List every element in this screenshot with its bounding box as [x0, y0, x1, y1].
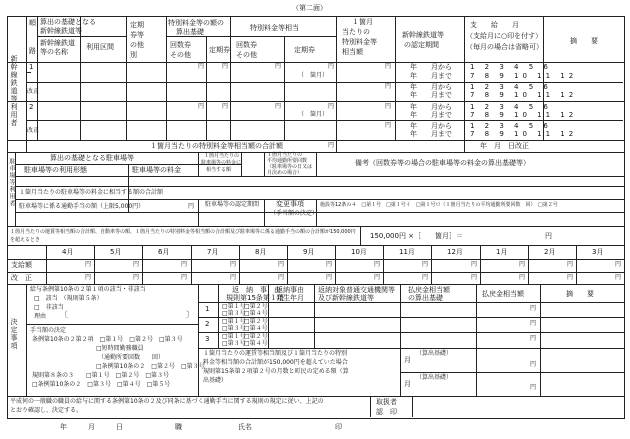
decision-b2-1: 手当額の決定 [30, 327, 67, 334]
ticket-type-0: 定期 [130, 21, 144, 29]
footer-statement-2: とおり確認し、決定する。 [10, 407, 83, 414]
row2-yen-d: 円 [328, 103, 335, 110]
refund-header-1: 返 納 事 由 [232, 286, 281, 294]
month-yen: 円 [326, 261, 333, 268]
footer-approver-2: 認 印 [376, 408, 397, 416]
calc-2: の算出基礎 [408, 294, 443, 302]
bracket-left: 〔 [60, 310, 68, 319]
row1-yen-e: 円 [385, 63, 392, 70]
month-yen: 円 [519, 274, 526, 281]
count2-0: 回数券 [236, 41, 257, 49]
refund-row1-opt2: □第３号 [222, 310, 246, 317]
payment-3: （毎月の場合は省略可） [466, 43, 543, 51]
parking-change-sub: （手当額の決定） [270, 210, 319, 217]
refund-row2-no: 2 [205, 320, 210, 328]
parking-total-label: １箇月当たりの駐車場等の料金に相当する額の合計額 [19, 189, 164, 196]
month-yen: 円 [181, 261, 188, 268]
month-grid-line [576, 245, 577, 284]
ticket-type-3: 別 [130, 51, 137, 59]
header-basis-1: 算出の基礎となる [40, 18, 96, 26]
month-header: 12月 [447, 248, 463, 256]
month-grid-line [335, 245, 336, 284]
cap-calc-1: （算出基礎） [416, 350, 453, 357]
row2-months-b: 7 8 9 10 11 12 [470, 111, 578, 119]
refund-row1-opt0: □第１号 [222, 303, 246, 310]
parking-cert-note: 施設等12条の４ □第１号 □第１号イ □第１号ロ（１箇月当たりの平均通勤所要回数 回） □第２号 [320, 202, 558, 208]
month-yen: 円 [374, 274, 381, 281]
decision-b1-reason: 理由 [34, 313, 47, 320]
rail-section-label: 新幹線鉄道等利用者 [10, 55, 18, 127]
month-header: 5月 [110, 248, 122, 256]
refund-yen-header: 払戻金相当額 [482, 290, 524, 298]
month-yen: 円 [181, 274, 188, 281]
month-header: 8月 [255, 248, 267, 256]
header-basis-2: 新幹線鉄道等 [40, 27, 82, 35]
footer-seal: 印 [335, 423, 342, 431]
month-yen: 円 [567, 261, 574, 268]
row1-monthly: （ 箇月） [298, 72, 329, 79]
month-row-label: 支給額 [11, 261, 32, 269]
cap-note-4: 出基礎） [203, 377, 228, 384]
refund-row3-opt2: □第３号 [222, 340, 246, 347]
refund-row1-opt1: □第２号 [244, 303, 268, 310]
header-special-basis-1: 特別料金等の額の [168, 19, 224, 27]
count-note-4: 月決めの場合） [267, 170, 303, 176]
calc-1: 払戻金相当額 [408, 286, 450, 294]
count-note-1: １箇月当たりの [267, 152, 303, 158]
row2r-yen: 円 [385, 122, 392, 129]
row1-no: 1 [29, 63, 34, 71]
month-header: 7月 [207, 248, 219, 256]
monthly-4: 相当額 [342, 48, 363, 56]
row1r-from: 年 月から [410, 83, 452, 91]
refund-row3-no: 3 [205, 335, 210, 343]
refund-row2-opt1: □第２号 [244, 318, 268, 325]
refund-date-1: 返納事由 [276, 286, 304, 294]
payment-1: 支 給 月 [470, 21, 519, 29]
cap-yen-1: 円 [530, 361, 537, 368]
row1r-months-a: 1 2 3 4 5 6 [470, 83, 552, 91]
refund-yen-1: 円 [530, 305, 537, 312]
header-route-2: 等の名称 [40, 48, 68, 56]
row2-to: 年 月まで [410, 111, 452, 119]
month-yen: 円 [230, 274, 237, 281]
bracket-right: 〕 [186, 310, 194, 319]
formula-note: １箇月当たりの運賃等相当額の合計額、自動車等の額、１箇月当たりの特別料金等相当額の合計額及び駐車場等に係る通勤手当の額の合計額が150,000円を超えるとき [10, 229, 356, 243]
month-grid-line [94, 245, 95, 284]
parking-monthly-1: １箇月当たりの [204, 153, 240, 159]
footer-date: 年 月 日 [60, 423, 123, 431]
header-special-basis-2: 算出基礎 [176, 28, 204, 36]
target-2: 及び新幹線鉄道等 [318, 294, 374, 302]
month-yen: 円 [133, 261, 140, 268]
decision-b2-3: □短時間勤務職員 [96, 345, 144, 352]
decision-b1-opt2: □ 非該当 [34, 304, 64, 311]
row1-yen-a: 円 [198, 63, 205, 70]
month-yen: 円 [326, 274, 333, 281]
row2-from: 年 月から [410, 103, 452, 111]
monthly-2: 当たりの [342, 28, 370, 36]
month-grid-line [383, 245, 384, 284]
cap-note-3: 規則第15条第２項第２号の月数と町民の定める額（算 [203, 368, 349, 375]
row2-yen-e: 円 [385, 103, 392, 110]
monthly-1: １箇月 [352, 18, 373, 26]
parking-cert-1: 駐車場等の認定期間 [205, 201, 260, 208]
refund-yen-2: 円 [530, 320, 537, 327]
header-route-1: 新幹線鉄道 [40, 39, 75, 47]
refund-date-2: 発生年月 [276, 294, 304, 302]
refund-header-2: 規則第15条第１項 [226, 294, 284, 302]
month-grid-line [287, 245, 288, 284]
cert-1: 新幹線鉄道等 [402, 31, 444, 39]
cap-note-2: 料金等相当額の合計額が150,000円を超えていた場合 [203, 359, 348, 366]
month-header: 6月 [158, 248, 170, 256]
month-grid-line [142, 245, 143, 284]
header-no: 順 [29, 19, 36, 27]
row2r-months-b: 7 8 9 10 11 12 [470, 130, 578, 138]
rail-total-yen: 円 [328, 142, 335, 149]
refund-row1-no: 1 [205, 305, 210, 313]
month-row-label: 改 正 [11, 274, 32, 282]
parking-fee: 駐車場等の料金 [132, 166, 181, 174]
pass-label: 定期券 [209, 46, 230, 54]
row1r-months-b: 7 8 9 10 11 12 [470, 91, 578, 99]
parking-change: 変更事項 [276, 200, 304, 208]
row1-yen-d: 円 [328, 63, 335, 70]
row2-revised: 改正 [27, 127, 40, 134]
cap-yen-2: 円 [530, 384, 537, 391]
refund-row3-opt1: □第２号 [244, 333, 268, 340]
count-note-3: （駐車場等の日又は [267, 164, 313, 170]
row2r-from: 年 月から [410, 122, 452, 130]
month-grid-line [480, 245, 481, 284]
parking-remarks-header: 備考（回数券等の場合の駐車場等の料金の算出基礎等） [355, 159, 530, 167]
decision-b2-7: □条例第10条の２ □第３号 □第４号 □第５号 [32, 381, 171, 388]
parking-allowance-yen: 円 [188, 203, 195, 210]
row2-yen-a: 円 [198, 103, 205, 110]
row1-yen-c: 円 [275, 63, 282, 70]
ticket-type-1: 券等 [130, 31, 144, 39]
month-header: 1月 [496, 248, 508, 256]
decision-b2-5: □条例第10条の２ □第２号 □第３号 [96, 363, 205, 370]
decision-b2-4: （通勤所要回数 回） [98, 354, 165, 361]
parking-usage-form: 駐車場等の利用形態 [24, 166, 87, 174]
decision-b1-1: 給与条例第10条の２第１項の該当・非該当 [30, 286, 146, 293]
row1-revised: 改正 [27, 88, 40, 95]
footer-statement-1: 平成何の一般職の職員の給与に関する条例第10条の２及び同条に基づく通勤手当に関する規則の規定に従い、上記の [10, 398, 324, 405]
row2-months-a: 1 2 3 4 5 6 [470, 103, 552, 111]
row1-months-b: 7 8 9 10 11 12 [470, 72, 578, 80]
target-1: 返納対象普通交通機関等 [318, 286, 395, 294]
refund-row3-opt0: □第１号 [222, 333, 246, 340]
month-yen: 円 [615, 261, 622, 268]
footer-name: 氏名 [238, 423, 252, 431]
month-yen: 円 [133, 274, 140, 281]
month-yen: 円 [230, 261, 237, 268]
row1r-yen: 円 [385, 83, 392, 90]
parking-monthly-2: 駐車場等の料金に [201, 160, 242, 166]
month-yen: 円 [85, 261, 92, 268]
row1-to: 年 月まで [410, 72, 452, 80]
count-note-2: 平均通勤所要回数 [267, 158, 308, 164]
row1-months-a: 1 2 3 4 5 6 [470, 63, 552, 71]
footer-position: 職 [175, 423, 182, 431]
pass2: 定期券 [294, 46, 315, 54]
parking-monthly-3: 相当する額 [206, 167, 232, 173]
row2-yen-c: 円 [275, 103, 282, 110]
row2r-months-a: 1 2 3 4 5 6 [470, 122, 552, 130]
header-special: 特別料金等相当 [250, 24, 299, 32]
cap-note-1: １箇月当たりの運賃等相当額及び１箇月当たりの特別 [203, 350, 348, 357]
rail-total-label: １箇月当たりの特別料金等相当額の合計額 [150, 142, 283, 150]
month-header: 11月 [399, 248, 415, 256]
rail-date-change: 年 月 日改正 [480, 142, 529, 150]
decision-b2-6: 規則第８条の３ □第１号 □第２号 □第３号 [32, 372, 170, 379]
cap-calc-2: （算出基礎） [416, 374, 453, 381]
month-grid-line [528, 245, 529, 284]
row2-yen-b: 円 [222, 103, 229, 110]
ticket-type-2: の他 [130, 41, 144, 49]
month-grid-line [431, 245, 432, 284]
month-yen: 円 [374, 261, 381, 268]
formula-amount: 150,000円 ×［ 箇月］＝ [370, 232, 464, 240]
row2r-to: 年 月まで [410, 130, 452, 138]
formula-yen: 円 [545, 232, 552, 240]
monthly-3: 特別料金等 [342, 38, 377, 46]
decision-b2-2: 条例第10条の２第２項 □第１号 □第２号 □第３号 [32, 336, 183, 343]
refund-row2-opt0: □第１号 [222, 318, 246, 325]
month-yen: 円 [567, 274, 574, 281]
cap-month-1: 月 [404, 356, 411, 364]
month-yen: 円 [85, 274, 92, 281]
month-grid-line [191, 245, 192, 284]
month-yen: 円 [278, 274, 285, 281]
month-yen: 円 [471, 274, 478, 281]
month-header: 2月 [544, 248, 556, 256]
parking-allowance-label: 駐車場等に係る通勤手当の額（上限5,000円） [19, 203, 145, 210]
refund-row1-opt3: □第４号 [244, 310, 268, 317]
month-grid-line [239, 245, 240, 284]
month-yen: 円 [471, 261, 478, 268]
month-header: 10月 [351, 248, 367, 256]
payment-2: （支給月に○印を付す） [466, 32, 543, 40]
month-header: 4月 [62, 248, 74, 256]
header-no2: 路 [29, 47, 36, 55]
month-header: 3月 [592, 248, 604, 256]
month-yen: 円 [519, 261, 526, 268]
row2-monthly: （ 箇月） [298, 111, 329, 118]
decision-remarks: 摘 要 [566, 290, 594, 298]
month-grid-line [46, 245, 47, 284]
refund-yen-3: 円 [530, 335, 537, 342]
parking-section-label: 駐車場等利用者 [8, 158, 15, 207]
month-yen: 円 [278, 261, 285, 268]
cert-2: の認定期間 [404, 41, 439, 49]
cap-month-2: 月 [404, 380, 411, 388]
parking-basis-header: 算出の基礎となる駐車場等 [50, 154, 134, 162]
refund-row3-opt3: □第４号 [244, 340, 268, 347]
month-yen: 円 [615, 274, 622, 281]
row2-no: 2 [29, 103, 34, 111]
page-label: （第二面） [292, 4, 327, 12]
count-label-0: 回数券 [170, 41, 191, 49]
month-header: 9月 [303, 248, 315, 256]
decision-section-label: 決定事項 [10, 318, 18, 350]
count-label-1: その他 [170, 51, 191, 59]
row1r-to: 年 月まで [410, 91, 452, 99]
row1-yen-b: 円 [222, 63, 229, 70]
refund-row2-opt3: □第４号 [244, 325, 268, 332]
month-yen: 円 [422, 261, 429, 268]
month-yen: 円 [422, 274, 429, 281]
count2-1: その他 [236, 51, 257, 59]
row1-from: 年 月から [410, 63, 452, 71]
decision-b1-opt1: □ 該当 （規則第５条） [34, 295, 103, 302]
refund-row2-opt2: □第３号 [222, 325, 246, 332]
footer-approver-1: 取扱者 [376, 398, 397, 406]
rail-remarks: 摘 要 [570, 37, 598, 45]
header-usage: 利用区間 [86, 43, 114, 51]
